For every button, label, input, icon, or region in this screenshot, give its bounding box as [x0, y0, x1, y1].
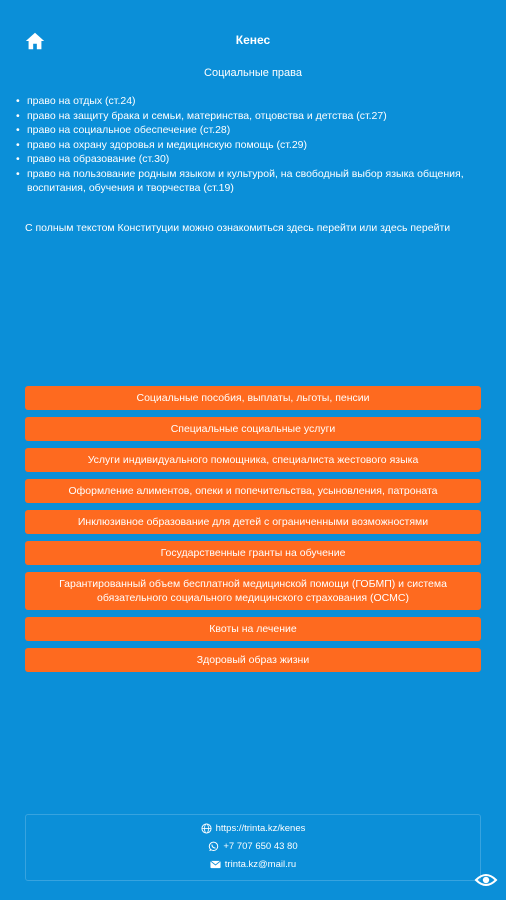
free-medical-care-button[interactable]: Гарантированный объем бесплатной медицинской помощи (ГОБМП) и система обязательного социального медицинского страхования (ОСМС) [25, 572, 481, 610]
sign-language-assistant-button[interactable]: Услуги индивидуального помощника, специалиста жестового языка [25, 448, 481, 472]
app-header [0, 28, 506, 56]
whatsapp-icon [208, 841, 219, 852]
constitution-link-1[interactable]: перейти [316, 222, 357, 234]
email-row[interactable] [26, 859, 480, 870]
note-text: или здесь [356, 222, 411, 234]
inclusive-education-button[interactable]: Инклюзивное образование для детей с ограниченными возможностями [25, 510, 481, 534]
contacts-footer [25, 814, 481, 881]
globe-icon [201, 823, 212, 834]
list-item: • право на защиту брака и семьи, материнства, отцовства и детства (ст.27) [16, 109, 486, 124]
constitution-link-2[interactable]: перейти [410, 222, 451, 234]
website-link[interactable]: https://trinta.kz/kenes [215, 823, 306, 834]
list-item: • право на образование (ст.30) [16, 152, 486, 167]
list-item: • право на пользование родным языком и культурой, на свободный выбор языка общения, воспитания, обучения и творчества (ст.19) [16, 167, 486, 196]
constitution-note [25, 221, 485, 236]
email-address[interactable]: trinta.kz@mail.ru [224, 859, 297, 870]
eye-icon[interactable] [474, 869, 498, 891]
website-row[interactable] [26, 823, 480, 834]
special-services-button[interactable]: Специальные социальные услуги [25, 417, 481, 441]
phone-row[interactable] [26, 841, 480, 852]
list-item: • право на социальное обеспечение (ст.28) [16, 123, 486, 138]
rights-list [16, 94, 486, 196]
phone-number[interactable]: +7 707 650 43 80 [223, 841, 298, 852]
note-text: С полным текстом Конституции можно ознакомиться здесь [25, 222, 317, 234]
education-grants-button[interactable]: Государственные гранты на обучение [25, 541, 481, 565]
alimony-guardianship-button[interactable]: Оформление алиментов, опеки и попечительства, усыновления, патроната [25, 479, 481, 503]
mail-icon [210, 860, 221, 869]
list-item: • право на охрану здоровья и медицинскую помощь (ст.29) [16, 138, 486, 153]
list-item: • право на отдых (ст.24) [16, 94, 486, 109]
healthy-lifestyle-button[interactable]: Здоровый образ жизни [25, 648, 481, 672]
section-title: Социальные права [204, 67, 302, 79]
treatment-quotas-button[interactable]: Квоты на лечение [25, 617, 481, 641]
app-title: Кенес [235, 33, 271, 47]
social-benefits-button[interactable]: Социальные пособия, выплаты, льготы, пенсии [25, 386, 481, 410]
